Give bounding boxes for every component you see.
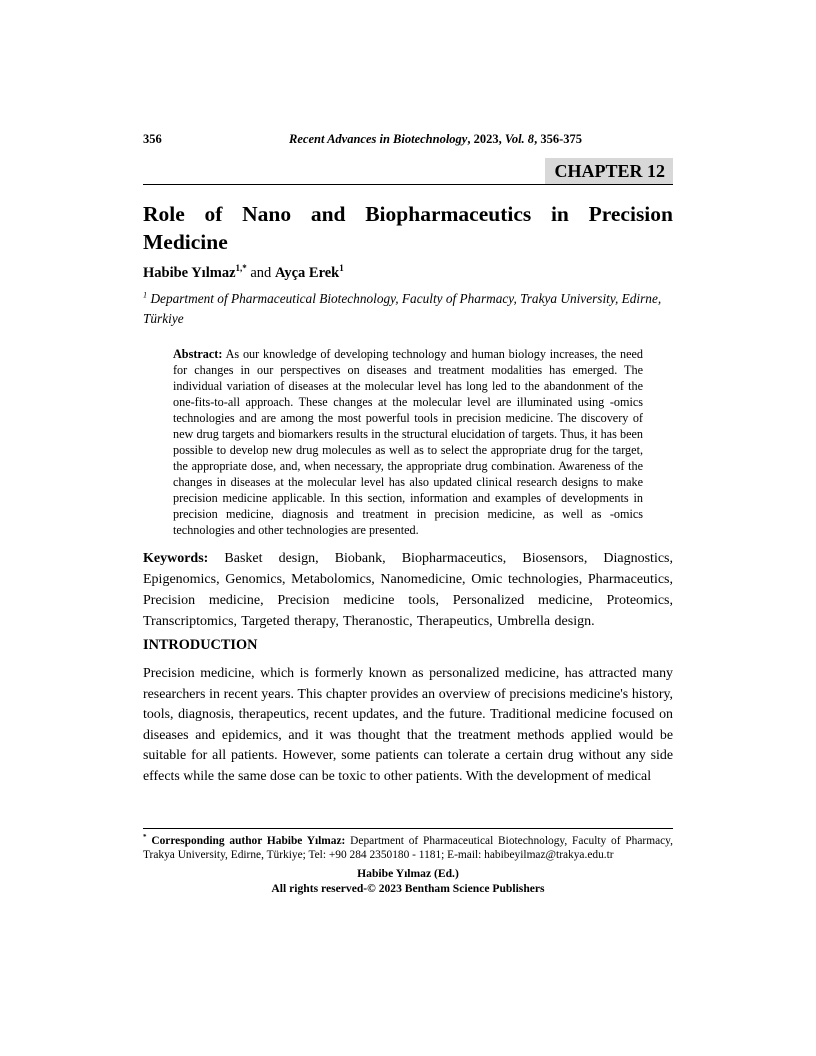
running-head: [143, 132, 673, 146]
corresponding-author-footnote: [143, 828, 673, 863]
journal-reference: [198, 132, 673, 146]
page-content: [143, 0, 673, 1056]
authors-line: [143, 264, 673, 283]
keywords-text: Basket design, Biobank, Biopharmaceutics, Biosensors, Diagnostics, Epigenomics, Genomics, Metabolomics, Nanomedicine, Omic technologies, Pharmaceutics, Precision medicine, Precision medicine tools, Personalized medicine, Proteomics, Transcriptomics, Targeted therapy, Theranostic, Therapeutics, Umbrella design.: [143, 551, 673, 629]
journal-volume: Vol. 8: [504, 132, 535, 146]
authors-separator: and: [246, 265, 275, 281]
introduction-paragraph: Precision medicine, which is formerly known as personalized medicine, has attracted many researchers in recent years. This chapter provides an overview of precisions medicine's history, tools, diagnosis, therapeutics, recent updates, and the future. Traditional medicine focused on diseases and epidemics, and it was thought that the treatment methods applied would be suitable for all patients. However, some patients can tolerate a certain drug without any side effects while the same dose can be toxic to other patients. With the development of medical: [143, 666, 673, 784]
journal-year: , 2023,: [467, 132, 505, 146]
author-name-1: Habibe Yılmaz: [143, 265, 236, 281]
journal-pages: , 356-375: [534, 132, 582, 146]
page-number: 356: [143, 132, 162, 146]
affiliation-text: Department of Pharmaceutical Biotechnology, Faculty of Pharmacy, Trakya University, Edirne, Türkiye: [143, 291, 662, 326]
rights-line: All rights reserved-© 2023 Bentham Science Publishers: [271, 881, 545, 895]
footnote-marker: *: [143, 833, 147, 842]
author-name-2: Ayça Erek: [274, 265, 340, 281]
affiliation-marker: 1: [143, 290, 148, 300]
chapter-badge-row: [143, 158, 673, 185]
footnote-text: Department of Pharmaceutical Biotechnology, Faculty of Pharmacy, Trakya University, Edirne, Türkiye; Tel: +90 284 2350180 - 1181; E-mail: habibeyilmaz@trakya.edu.tr: [143, 835, 673, 862]
footnote-label: Corresponding author Habibe Yılmaz:: [151, 835, 346, 847]
chapter-badge: CHAPTER 12: [545, 158, 673, 184]
editor-line: Habibe Yılmaz (Ed.): [357, 867, 459, 880]
author-superscript-2: 1: [339, 263, 344, 274]
abstract-label: Abstract:: [173, 347, 223, 361]
abstract-text: As our knowledge of developing technology and human biology increases, the need for changes in our perspectives on diseases and treatment modalities has emerged. The individual variation of diseases at the molecular level has long led to the abandonment of the one-fits-to-all approach. These changes at the molecular level are illuminated using -omics technologies and are among the most powerful tools in precision medicine. The discovery of new drug targets and biomarkers results in the structural elucidation of targets. Thus, it has been possible to develop new drug molecules as well as to select the appropriate drug for the target, the appropriate dose, and, when necessary, the appropriate drug combination. Awareness of the changes in diseases at the molecular level has also updated clinical research designs to make precision medicine applicable. In this section, information and examples of developments in precision medicine, diagnosis and treatment in precision medicine, as well as -omics technologies and other technologies are presented.: [173, 347, 643, 537]
journal-title: Recent Advances in Biotechnology: [289, 132, 468, 146]
keywords: [143, 548, 673, 632]
affiliation: [143, 289, 673, 328]
chapter-title: Role of Nano and Biopharmaceutics in Precision Medicine: [143, 202, 673, 254]
author-superscript-1: 1,*: [235, 263, 247, 274]
abstract: [173, 346, 643, 538]
introduction-heading: INTRODUCTION: [143, 637, 258, 653]
keywords-label: Keywords:: [143, 551, 209, 566]
publisher-footer: [143, 867, 673, 896]
